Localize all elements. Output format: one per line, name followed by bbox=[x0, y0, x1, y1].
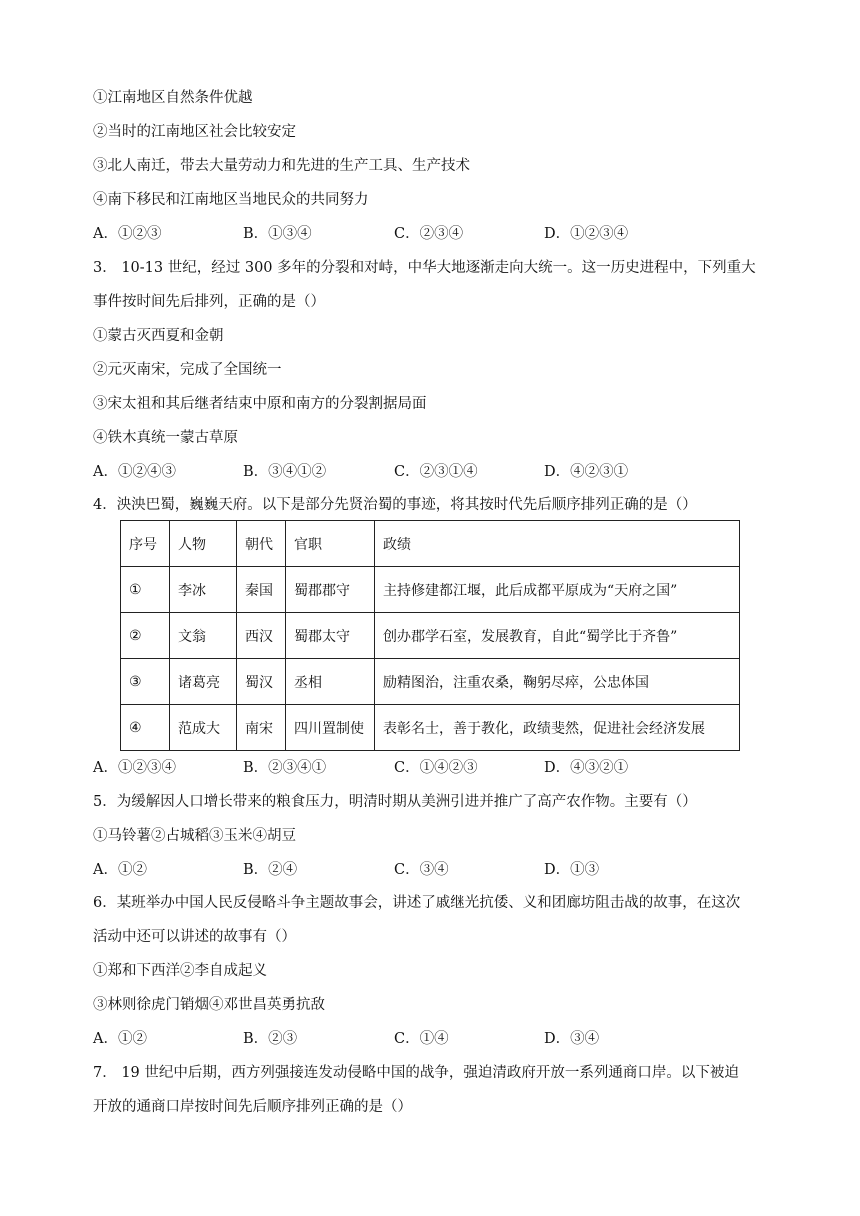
table-cell: 蜀郡太守 bbox=[286, 613, 375, 659]
table-cell: 南宋 bbox=[237, 705, 286, 751]
q6-stem-line-2: 活动中还可以讲述的故事有（） bbox=[93, 929, 296, 945]
q5-option-d: D．①③ bbox=[544, 862, 600, 878]
header-cell: 政绩 bbox=[375, 521, 740, 567]
q3-item-2: ②元灭南宋，完成了全国统一 bbox=[93, 362, 282, 378]
header-cell: 朝代 bbox=[237, 521, 286, 567]
table-row bbox=[121, 705, 740, 751]
header-cell: 官职 bbox=[286, 521, 375, 567]
table-cell: 李冰 bbox=[170, 567, 237, 613]
table-cell: ① bbox=[121, 567, 170, 613]
q4-option-c: C．①④②③ bbox=[394, 760, 478, 776]
q5-option-b: B．②④ bbox=[243, 862, 298, 878]
table-cell: ② bbox=[121, 613, 170, 659]
q2-option-b: B．①③④ bbox=[243, 226, 312, 242]
q2-option-c: C．②③④ bbox=[394, 226, 464, 242]
q3-stem-line-2: 事件按时间先后排列，正确的是（） bbox=[93, 294, 325, 310]
q5-option-c: C．③④ bbox=[394, 862, 449, 878]
table-row bbox=[121, 567, 740, 613]
q6-option-d: D．③④ bbox=[544, 1031, 600, 1047]
q7-stem-line-2: 开放的通商口岸按时间先后顺序排列正确的是（） bbox=[93, 1099, 412, 1115]
q2-item-1: ①江南地区自然条件优越 bbox=[93, 90, 253, 106]
q7-stem-line-1: 7． 19 世纪中后期，西方列强接连发动侵略中国的战争，强迫清政府开放一系列通商口岸。以下被迫 bbox=[93, 1065, 739, 1081]
q4-option-a: A．①②③④ bbox=[93, 760, 176, 776]
table-cell: 蜀郡郡守 bbox=[286, 567, 375, 613]
q4-stem: 4．泱泱巴蜀，巍巍天府。以下是部分先贤治蜀的事迹，将其按时代先后顺序排列正确的是（） bbox=[93, 497, 697, 513]
table-cell: 诸葛亮 bbox=[170, 659, 237, 705]
q5-stem: 5．为缓解因人口增长带来的粮食压力，明清时期从美洲引进并推广了高产农作物。主要有（） bbox=[93, 794, 697, 810]
table-cell: 西汉 bbox=[237, 613, 286, 659]
q5-option-a: A．①② bbox=[93, 862, 147, 878]
q2-item-3: ③北人南迁，带去大量劳动力和先进的生产工具、生产技术 bbox=[93, 158, 470, 174]
q2-option-d: D．①②③④ bbox=[544, 226, 629, 242]
q6-option-a: A．①② bbox=[93, 1031, 147, 1047]
q4-option-d: D．④③②① bbox=[544, 760, 629, 776]
q3-option-d: D．④②③① bbox=[544, 464, 629, 480]
table-cell: 主持修建都江堰，此后成都平原成为“天府之国” bbox=[375, 567, 740, 613]
q6-item-line-2: ③林则徐虎门销烟④邓世昌英勇抗敌 bbox=[93, 997, 325, 1013]
q6-item-line-1: ①郑和下西洋②李自成起义 bbox=[93, 963, 267, 979]
q3-option-c: C．②③①④ bbox=[394, 464, 478, 480]
table-cell: ④ bbox=[121, 705, 170, 751]
q6-option-b: B．②③ bbox=[243, 1031, 298, 1047]
q3-option-b: B．③④①② bbox=[243, 464, 327, 480]
header-cell: 人物 bbox=[170, 521, 237, 567]
q4-option-b: B．②③④① bbox=[243, 760, 327, 776]
q3-stem-line-1: 3． 10-13 世纪，经过 300 多年的分裂和对峙，中华大地逐渐走向大统一。这一历史进程中，下列重大 bbox=[93, 260, 756, 276]
q2-option-a: A．①②③ bbox=[93, 226, 162, 242]
table-cell: 秦国 bbox=[237, 567, 286, 613]
table-cell: 表彰名士，善于教化，政绩斐然，促进社会经济发展 bbox=[375, 705, 740, 751]
table-row bbox=[121, 659, 740, 705]
table-cell: 蜀汉 bbox=[237, 659, 286, 705]
q3-item-1: ①蒙古灭西夏和金朝 bbox=[93, 328, 224, 344]
table-cell: 丞相 bbox=[286, 659, 375, 705]
q2-item-4: ④南下移民和江南地区当地民众的共同努力 bbox=[93, 192, 369, 208]
table-cell: 励精图治，注重农桑，鞠躬尽瘁，公忠体国 bbox=[375, 659, 740, 705]
q5-items: ①马铃薯②占城稻③玉米④胡豆 bbox=[93, 828, 296, 844]
table-cell: 范成大 bbox=[170, 705, 237, 751]
q3-item-4: ④铁木真统一蒙古草原 bbox=[93, 430, 238, 446]
q3-item-3: ③宋太祖和其后继者结束中原和南方的分裂割据局面 bbox=[93, 396, 427, 412]
table-cell: 文翁 bbox=[170, 613, 237, 659]
table-cell: ③ bbox=[121, 659, 170, 705]
header-cell: 序号 bbox=[121, 521, 170, 567]
q4-table bbox=[120, 520, 740, 751]
table-row bbox=[121, 613, 740, 659]
q6-stem-line-1: 6．某班举办中国人民反侵略斗争主题故事会，讲述了戚继光抗倭、义和团廊坊阻击战的故事，在这次 bbox=[93, 895, 741, 911]
table-header-row bbox=[121, 521, 740, 567]
table-cell: 创办郡学石室，发展教育，自此“蜀学比于齐鲁” bbox=[375, 613, 740, 659]
q3-option-a: A．①②④③ bbox=[93, 464, 176, 480]
q2-item-2: ②当时的江南地区社会比较安定 bbox=[93, 124, 296, 140]
table-cell: 四川置制使 bbox=[286, 705, 375, 751]
q6-option-c: C．①④ bbox=[394, 1031, 449, 1047]
